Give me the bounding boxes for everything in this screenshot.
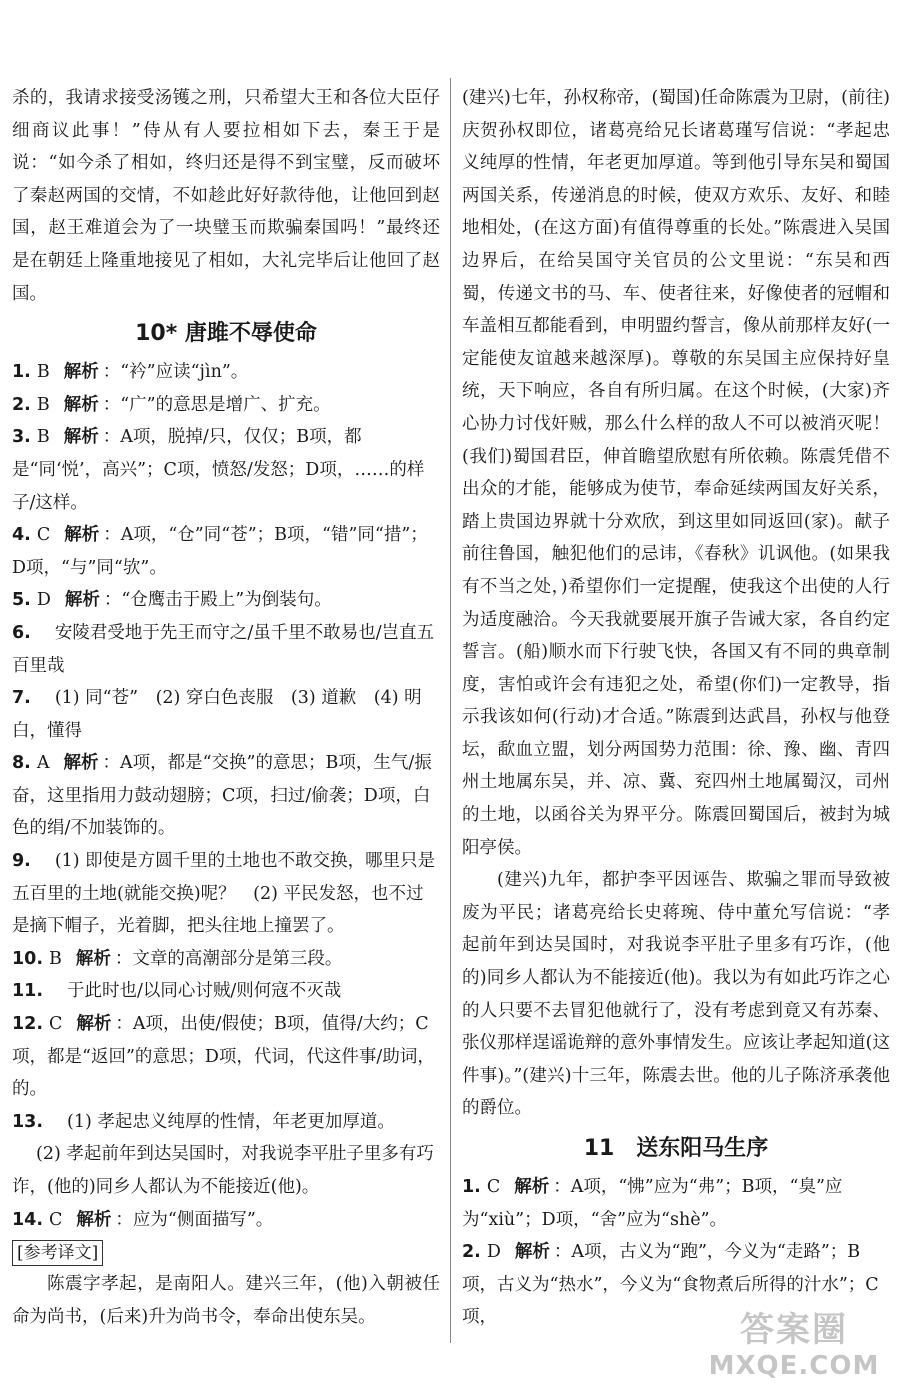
answer-number: 1. bbox=[12, 362, 31, 383]
analysis-label: 解析 bbox=[63, 753, 99, 774]
answer-text: ：“仓鹰击于殿上”为倒装句。 bbox=[103, 590, 332, 611]
answer-text: ：A项，都是“交换”的意思；B项，生气/振奋，这里指用力鼓动翅膀；C项，扫过/偷袭；D项，白色的绢/不加装饰的。 bbox=[12, 753, 432, 839]
answer-number: 9. bbox=[12, 851, 31, 872]
answer-number: 12. bbox=[12, 1014, 44, 1035]
answer-item bbox=[12, 421, 440, 519]
answer-text: (1) 孝起忠义纯厚的性情，年老更加厚道。 bbox=[67, 1111, 395, 1132]
answer-number: 5. bbox=[12, 590, 31, 611]
answer-choice: C bbox=[49, 1014, 63, 1035]
answer-number: 1. bbox=[462, 1177, 481, 1197]
analysis-label: 解析 bbox=[64, 525, 100, 546]
analysis-label: 解析 bbox=[76, 1209, 112, 1230]
analysis-label: 解析 bbox=[63, 427, 99, 448]
answer-item bbox=[12, 356, 440, 389]
answer-text: ：A项，古义为“跑”，今义为“走路”；B项，古义为“热水”，今义为“食物煮后所得的汁水”；C项， bbox=[462, 1242, 879, 1328]
continuation-paragraph: 杀的，我请求接受汤镬之刑，只希望大王和各位大臣仔细商议此事！”侍从有人要拉相如下去，秦王于是说：“如今杀了相如，终归还是得不到宝璧，反而破坏了秦赵两国的交情，不如趁此好好款待他，让他回到赵国，赵王难道会为了一块璧玉而欺骗秦国吗！”最终还是在朝廷上隆重地接见了相如，大礼完毕后让他回了赵国。 bbox=[12, 88, 440, 304]
answer-text: ：A项，“怫”应为“弗”；B项，“臭”应为“xiù”；D项，“舍”应为“shè”。 bbox=[462, 1177, 843, 1230]
answer-number: 10. bbox=[12, 948, 44, 969]
answer-text: ：A项，脱掉/只，仅仅；B项，都是“同‘悦’，高兴”；C项，愤怒/发怒；D项，……的样子/这样。 bbox=[12, 427, 425, 513]
answer-text: ：“广”的意思是增广、扩充。 bbox=[102, 394, 331, 415]
analysis-label: 解析 bbox=[514, 1177, 550, 1197]
answer-number: 8. bbox=[12, 753, 31, 774]
answer-item bbox=[12, 1204, 440, 1237]
answer-text: 安陵君受地于先王而守之/虽千里不敢易也/岂直五百里哉 bbox=[12, 622, 435, 676]
answer-text: (1) 即使是方圆千里的土地也不敢交换，哪里只是五百里的土地(就能交换)呢？ (2) 平民发怒，也不过是摘下帽子，光着脚，把头往地上撞罢了。 bbox=[12, 851, 436, 937]
answer-number: 4. bbox=[12, 525, 31, 546]
answer-item bbox=[12, 682, 440, 747]
analysis-label: 解析 bbox=[514, 1242, 550, 1263]
analysis-label: 解析 bbox=[76, 1014, 112, 1035]
translation-tag: [参考译文] bbox=[12, 1240, 103, 1266]
answer-choice: B bbox=[49, 948, 62, 969]
answer-number: 2. bbox=[12, 394, 31, 415]
answer-text: ：“衿”应读“jìn”。 bbox=[102, 362, 249, 383]
answer-item bbox=[12, 1008, 440, 1106]
answer-choice: D bbox=[486, 1242, 501, 1263]
answer-number: 7. bbox=[12, 688, 31, 709]
answer-item bbox=[12, 845, 440, 943]
answer-choice: C bbox=[486, 1177, 501, 1197]
answer-text: ：A项，“仓”同“苍”；B项，“错”同“措”；D项，“与”同“欤”。 bbox=[12, 525, 428, 578]
answer-choice: D bbox=[36, 590, 51, 611]
answer-number: 3. bbox=[12, 427, 31, 448]
answer-text: ：应为“侧面描写”。 bbox=[115, 1209, 274, 1230]
analysis-label: 解析 bbox=[63, 362, 99, 383]
answer-item bbox=[12, 975, 440, 1008]
analysis-label: 解析 bbox=[64, 590, 100, 611]
translation-paragraph-2: (建兴)七年，孙权称帝，(蜀国)任命陈震为卫尉，(前往)庆贺孙权即位，诸葛亮给兄长诸葛瑾写信说：“孝起忠义纯厚的性情，年老更加厚道。等到他引导东吴和蜀国两国关系，传递消息的时候，使双方欢乐、友好、和睦地相处，(在这方面)有值得尊重的长处。”陈震进入吴国边界后，在给吴国守关官员的公文里说：“东吴和西蜀，传递文书的马、车、使者往来，好像使者的冠帽和车盖相互都能看到，申明盟约誓言，像从前那样友好(一定能使友谊越来越深厚)。尊敬的东吴国主应保持好皇统，天下响应，各自有所归属。在这个时候，(大家)齐心协力讨伐奸贼，那么什么样的敌人不可以被消灭呢！(我们)蜀国君臣，伸首瞻望欣慰有所依赖。陈震凭借不出众的才能，能够成为使节，奉命延续两国友好关系，踏上贵国边界就十分欢欣，到这里如同返回(家)。献子前往鲁国，触犯他们的忌讳，《春秋》讥讽他。(如果我有不当之处，)希望你们一定提醒，使我这个出使的人行为适度融洽。今天我就要展开旗子告诫大家，各自约定誓言。(船)顺水而下行驶飞快，各国又有不同的典章制度，害怕或许会有违犯之处，希望(你们)一定教导，指示我该如何(行动)才合适。”陈震到达武昌，孙权与他登坛，歃血立盟，划分两国势力范围：徐、豫、幽、青四州土地属东吴，并、凉、冀、兖四州土地属蜀汉，司州的土地，以函谷关为界平分。陈震回蜀国后，被封为城阳亭侯。 bbox=[462, 88, 890, 858]
answer-choice: C bbox=[36, 525, 51, 546]
answer-item bbox=[462, 1171, 890, 1236]
answer-text: (2) 孝起前年到达吴国时，对我说李平肚子里多有巧诈，(他的)同乡人都认为不能接近(他)。 bbox=[12, 1144, 434, 1197]
left-column bbox=[12, 82, 440, 1333]
answer-number: 14. bbox=[12, 1209, 44, 1230]
answer-choice: C bbox=[49, 1209, 63, 1230]
section-title-10: 10* 唐雎不辱使命 bbox=[135, 321, 317, 347]
right-column bbox=[462, 82, 890, 1334]
answer-number: 11. bbox=[12, 981, 44, 1002]
answer-choice: B bbox=[36, 362, 50, 383]
answer-item bbox=[12, 1106, 440, 1139]
analysis-label: 解析 bbox=[75, 948, 111, 969]
answer-choice: A bbox=[36, 753, 50, 774]
watermark-text: 答案圈 bbox=[740, 1310, 848, 1350]
answer-choice: B bbox=[36, 394, 50, 415]
answer-list-10 bbox=[12, 356, 440, 1236]
answer-text: ：文章的高潮部分是第三段。 bbox=[114, 948, 343, 969]
answer-text: 于此时也/以同心讨贼/则何寇不灭哉 bbox=[67, 981, 342, 1002]
answer-item bbox=[12, 617, 440, 682]
watermark-url: MXQE.COM bbox=[708, 1351, 880, 1381]
section-title-11: 11 送东阳马生序 bbox=[583, 1136, 769, 1161]
answer-text: (1) 同“苍” (2) 穿白色丧服 (3) 道歉 (4) 明白，懂得 bbox=[12, 688, 422, 741]
answer-number: 13. bbox=[12, 1111, 44, 1132]
answer-number: 2. bbox=[462, 1242, 481, 1263]
answer-text: ：A项，出使/假使；B项，值得/大约；C项，都是“返回”的意思；D项，代词，代这件事/助词，的。 bbox=[12, 1014, 435, 1100]
answer-number: 6. bbox=[12, 622, 31, 643]
answer-item bbox=[12, 943, 440, 976]
answer-item bbox=[12, 389, 440, 422]
answer-choice: B bbox=[36, 427, 50, 448]
translation-paragraph: 陈震字孝起，是南阳人。建兴三年，(他)入朝被任命为尚书，(后来)升为尚书令，奉命出使东吴。 bbox=[12, 1274, 440, 1327]
column-divider bbox=[450, 78, 451, 1343]
answer-item bbox=[12, 584, 440, 617]
answer-item bbox=[12, 747, 440, 845]
answer-item bbox=[12, 1138, 440, 1203]
watermark-logo bbox=[694, 1308, 894, 1386]
translation-paragraph-3: (建兴)九年，都护李平因诬告、欺骗之罪而导致被废为平民；诸葛亮给长史蒋琬、侍中董允写信说：“孝起前年到达吴国时，对我说李平肚子里多有巧诈，(他的)同乡人都认为不能接近(他)。我以为有如此巧诈之心的人只要不去冒犯他就行了，没有考虑到竟又有苏秦、张仪那样逞谣诡辩的意外事情发生。应该让孝起知道(这件事)。”(建兴)十三年，陈震去世。他的儿子陈济承袭他的爵位。 bbox=[462, 870, 890, 1119]
answer-item bbox=[12, 519, 440, 584]
analysis-label: 解析 bbox=[63, 394, 99, 415]
